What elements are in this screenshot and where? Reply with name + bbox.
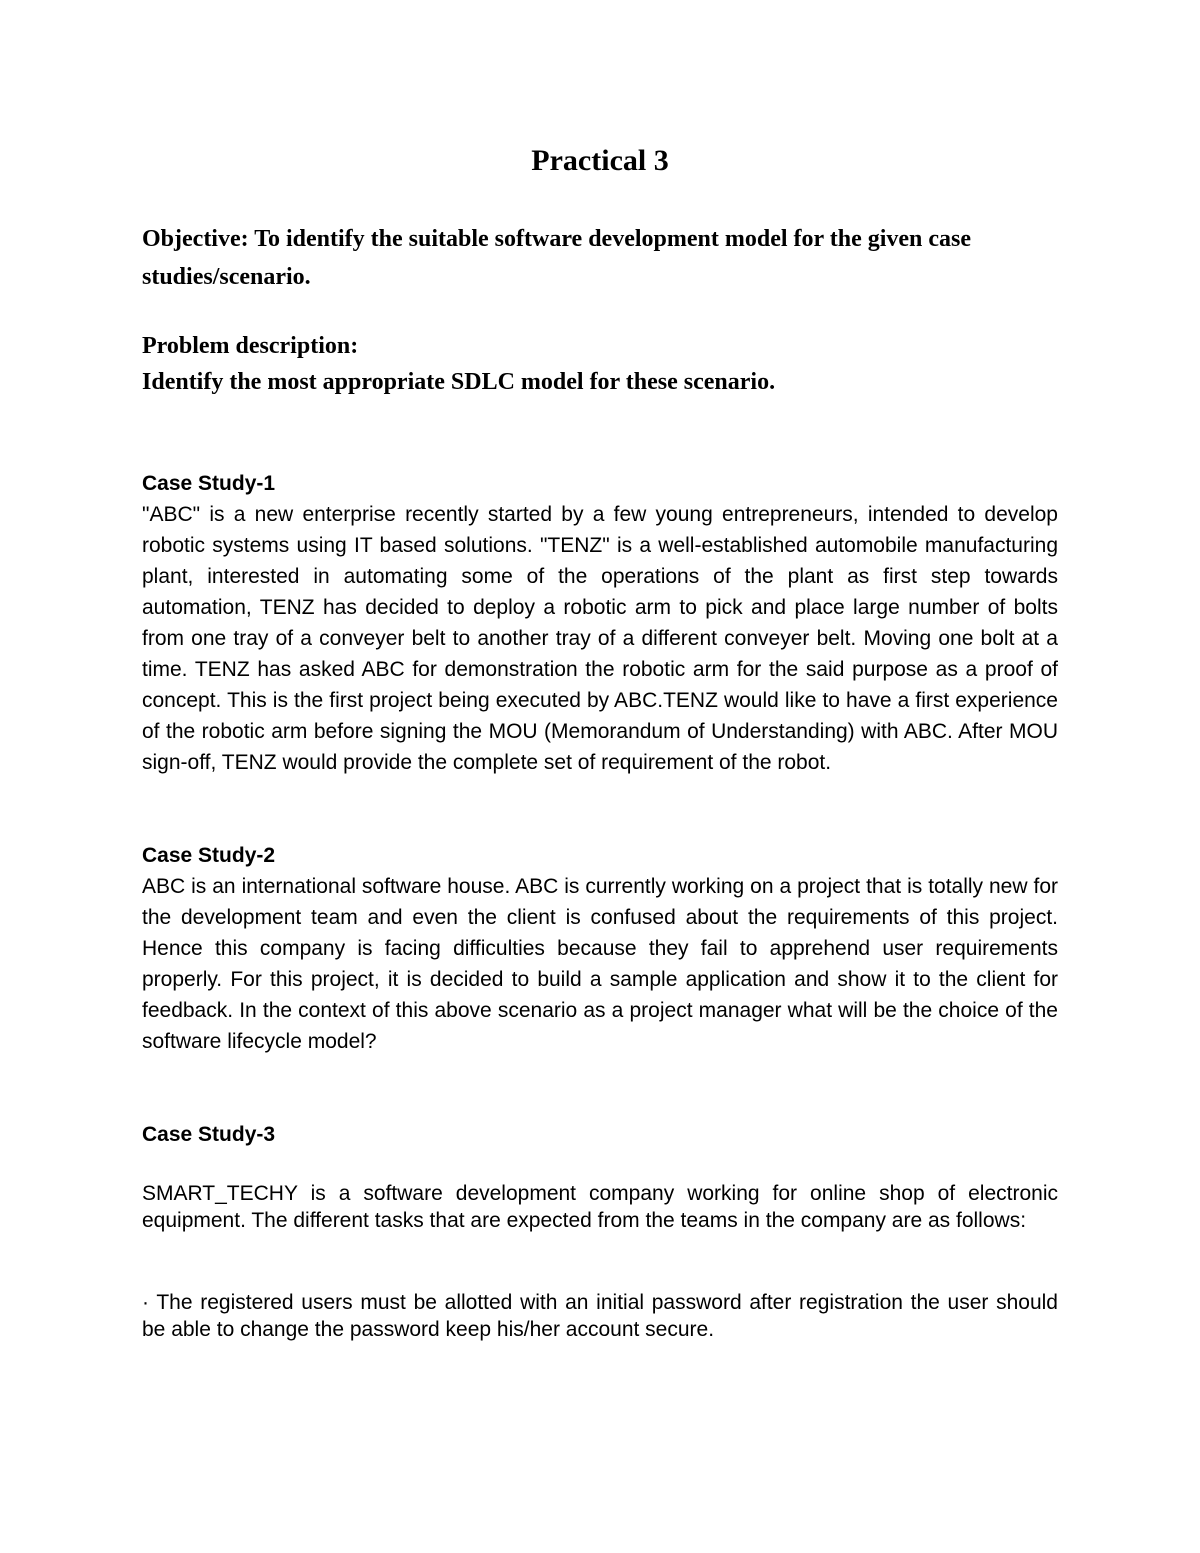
objective-paragraph [142, 220, 1058, 296]
case-study-3-bullet-item: · The registered users must be allotted with an initial password after registration the user should be able to change the password keep his/her account secure. [142, 1291, 1058, 1341]
problem-heading: Problem description: [142, 333, 359, 359]
case-study-1-heading: Case Study-1 [142, 472, 276, 495]
objective-text: To identify the suitable software development model for the given case studies/scenario. [142, 226, 972, 290]
objective-label: Objective: [142, 226, 249, 252]
page-title: Practical 3 [531, 144, 669, 177]
case-study-3-heading: Case Study-3 [142, 1123, 276, 1146]
case-study-2-heading: Case Study-2 [142, 844, 276, 867]
problem-text: Identify the most appropriate SDLC model for these scenario. [142, 369, 776, 395]
case-study-1-body: "ABC" is a new enterprise recently started by a few young entrepreneurs, intended to develop robotic systems using IT based solutions. "TENZ" is a well-established automobile manufacturing plant, interested in automating some of the operations of the plant as first step towards automation, TENZ has decided to deploy a robotic arm to pick and place large number of bolts from one tray of a conveyer belt to another tray of a different conveyer belt. Moving one bolt at a time. TENZ has asked ABC for demonstration the robotic arm for the said purpose as a proof of concept. This is the first project being executed by ABC.TENZ would like to have a first experience of the robotic arm before signing the MOU (Memorandum of Understanding) with ABC. After MOU sign-off, TENZ would provide the complete set of requirement of the robot. [142, 503, 1058, 774]
case-study-3-body: SMART_TECHY is a software development company working for online shop of electronic equipment. The different tasks that are expected from the teams in the company are as follows: [142, 1182, 1058, 1232]
case-study-2-body: ABC is an international software house. ABC is currently working on a project that is totally new for the development team and even the client is confused about the requirements of this project. Hence this company is facing difficulties because they fail to apprehend user requirements properly. For this project, it is decided to build a sample application and show it to the client for feedback. In the context of this above scenario as a project manager what will be the choice of the software lifecycle model? [142, 875, 1058, 1053]
